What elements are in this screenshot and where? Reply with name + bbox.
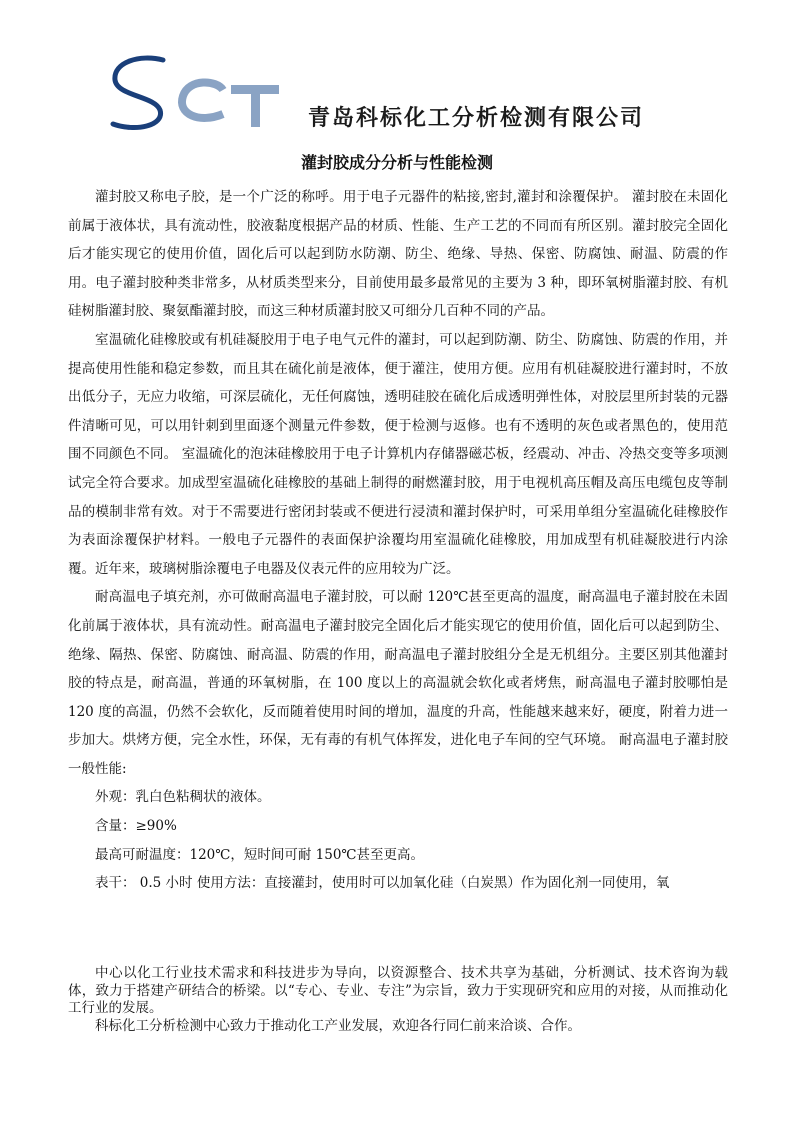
spec-surface-dry: 表干： 0.5 小时 使用方法：直接灌封，使用时可以加氧化硅（白炭黑）作为固化剂一同使用，氧: [95, 875, 670, 892]
document-body: [68, 183, 728, 898]
spec-content: 含量：≥90%: [95, 818, 177, 835]
footer-paragraph: 中心以化工行业技术需求和科技进步为导向，以资源整合、技术共享为基础，分析测试、技术咨询为载体，致力于搭建产研结合的桥梁。以“专心、专业、专注”为宗旨，致力于实现研究和应用的对接，从而推动化工行业的发展。: [68, 965, 728, 1016]
spec-appearance: 外观：乳白色粘稠状的液体。: [95, 789, 271, 806]
paragraph: 耐高温电子填充剂，亦可做耐高温电子灌封胶，可以耐 120℃甚至更高的温度，耐高温电子灌封胶在未固化前属于液体状，具有流动性。耐高温电子灌封胶完全固化后才能实现它的使用价值，固化后可以起到防尘、绝缘、隔热、保密、防腐蚀、耐高温、防震的作用，耐高温电子灌封胶组分全是无机组分。主要区别其他灌封胶的特点是，耐高温，普通的环氧树脂，在 100 度以上的高温就会软化或者烤焦，耐高温电子灌封胶哪怕是 120 度的高温，仍然不会软化，反而随着使用时间的增加，温度的升高，性能越来越来好，硬度，附着力进一步加大。烘烤方便，完全水性，环保，无有毒的有机气体挥发，进化电子车间的空气环境。 耐高温电子灌封胶一般性能:: [68, 589, 728, 777]
paragraph: 灌封胶又称电子胶，是一个广泛的称呼。用于电子元器件的粘接,密封,灌封和涂覆保护。 灌封胶在未固化前属于液体状，具有流动性，胶液黏度根据产品的材质、性能、生产工艺的不同而有所区别。灌封胶完全固化后才能实现它的使用价值，固化后可以起到防水防潮、防尘、绝缘、导热、保密、防腐蚀、耐温、防震的作用。电子灌封胶种类非常多，从材质类型来分，目前使用最多最常见的主要为 3 种，即环氧树脂灌封胶、有机硅树脂灌封胶、聚氨酯灌封胶，而这三种材质灌封胶又可细分几百种不同的产品。: [68, 189, 728, 320]
sct-logo: [105, 50, 295, 140]
logo-s-mark: [113, 58, 163, 127]
document-title: 灌封胶成分分析与性能检测: [300, 153, 493, 172]
company-footer: [68, 965, 728, 1035]
page-header: [0, 0, 794, 140]
logo-t-stem: [251, 85, 260, 127]
logo-c-mark: [182, 82, 223, 118]
spec-max-temperature: 最高可耐温度：120℃，短时间可耐 150℃甚至更高。: [95, 846, 425, 863]
company-name: 青岛科标化工分析检测有限公司: [308, 106, 645, 131]
paragraph: 室温硫化硅橡胶或有机硅凝胶用于电子电气元件的灌封，可以起到防潮、防尘、防腐蚀、防震的作用，并提高使用性能和稳定参数，而且其在硫化前是液体，便于灌注，使用方便。应用有机硅凝胶进行灌封时，不放出低分子，无应力收缩，可深层硫化，无任何腐蚀，透明硅胶在硫化后成透明弹性体，对胶层里所封装的元器件清晰可见，可以用针刺到里面逐个测量元件参数，便于检测与返修。也有不透明的灰色或者黑色的，使用范围不同颜色不同。 室温硫化的泡沫硅橡胶用于电子计算机内存储器磁芯板，经震动、冲击、冷热交变等多项测试完全符合要求。加成型室温硫化硅橡胶的基础上制得的耐燃灌封胶，用于电视机高压帽及高压电缆包皮等制品的模制非常有效。对于不需要进行密闭封装或不便进行浸渍和灌封保护时，可采用单组分室温硫化硅橡胶作为表面涂覆保护材料。一般电子元器件的表面保护涂覆均用室温硫化硅橡胶，用加成型有机硅凝胶进行内涂覆。近年来，玻璃树脂涂覆电子电器及仪表元件的应用较为广泛。: [68, 331, 728, 577]
footer-paragraph: 科标化工分析检测中心致力于推动化工产业发展，欢迎各行同仁前来洽谈、合作。: [95, 1017, 581, 1034]
